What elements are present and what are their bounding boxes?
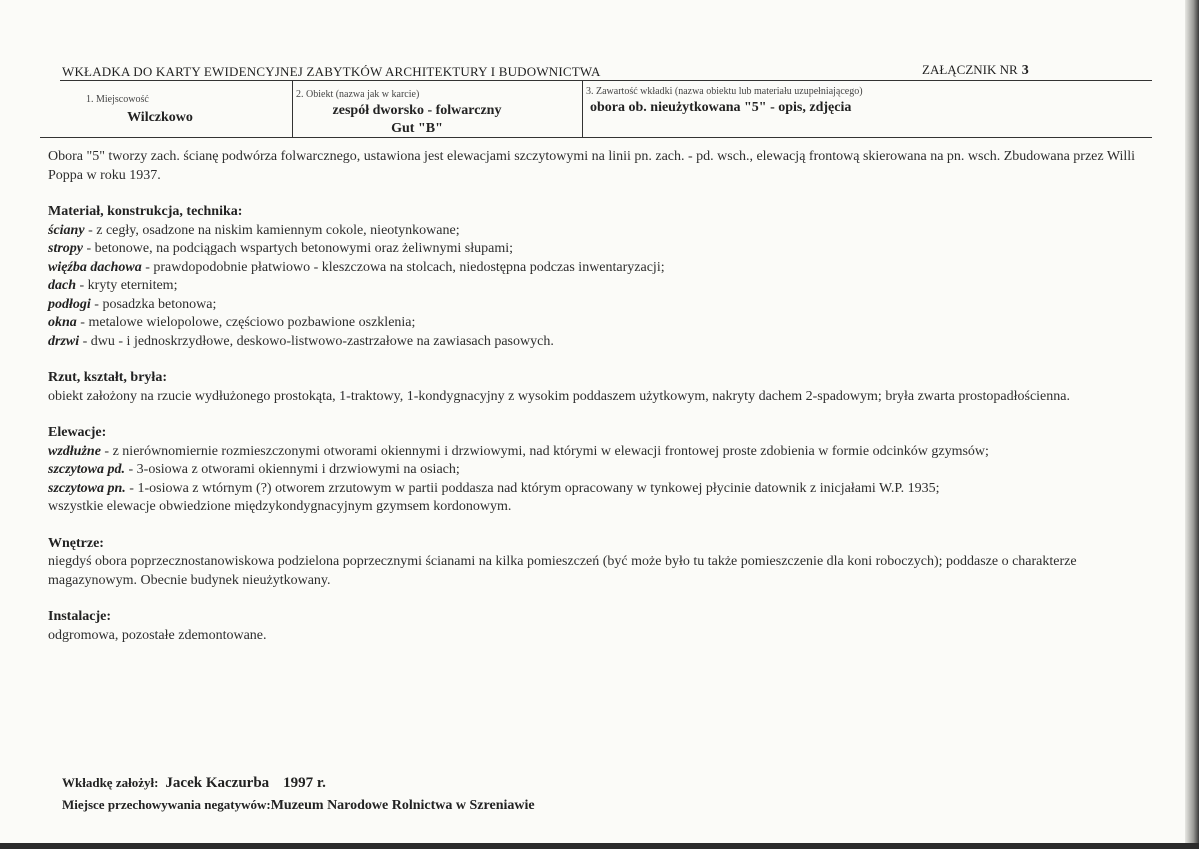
material-item	[48, 333, 1138, 352]
material-term: okna	[48, 315, 77, 330]
annex-number: 3	[1021, 63, 1029, 78]
section-heading-wnetrze: Wnętrze:	[48, 535, 104, 551]
header-rule-top	[60, 80, 1152, 81]
field-content-label: 3. Zawartość wkładki (nazwa obiektu lub materiału uzupełniającego)	[586, 86, 863, 97]
elewacje-text: - 1-osiowa z wtórnym (?) otworem zrzutowym w partii poddasza nad którym opracowany w tynkowej płycinie datownik z inicjałami W.P. 1935;	[125, 480, 940, 496]
document-body	[48, 148, 1138, 645]
annex-text: ZAŁĄCZNIK NR	[922, 62, 1018, 77]
material-item	[48, 259, 1138, 278]
elewacje-text: - 3-osiowa z otworami okiennymi i drzwiowymi na osiach;	[125, 462, 460, 477]
elewacje-term: szczytowa pd.	[48, 462, 125, 477]
negatives-place: Muzeum Narodowe Rolnictwa w Szreniawie	[270, 798, 535, 813]
elewacje-item	[48, 443, 1138, 462]
wnetrze-text: niegdyś obora poprzecznostanowiskowa podzielona poprzecznymi ścianami na kilka pomieszczeń (być może było tu także pomieszczenie dla koni roboczych); poddasze o charakterze magazynowym. Obecnie budynek nieużytkowany.	[48, 554, 1077, 588]
material-item	[48, 296, 1138, 315]
elewacje-term: szczytowa pn.	[48, 480, 126, 496]
author-line	[62, 772, 535, 794]
material-text: - z cegły, osadzone na niskim kamiennym cokole, nieotynkowane;	[84, 222, 460, 238]
annex-label	[922, 62, 1029, 79]
rzut-text: obiekt założony na rzucie wydłużonego prostokąta, 1-traktowy, 1-kondygnacyjny z wysokim poddaszem użytkowym, nakryty dachem 2-spadowym; bryła zwarta prostopadłościenna.	[48, 388, 1070, 404]
field-object-label: 2. Obiekt (nazwa jak w karcie)	[296, 89, 420, 100]
scan-edge-right	[1185, 0, 1199, 849]
material-term: ściany	[48, 222, 85, 238]
document-footer	[62, 772, 535, 816]
elewacje-item	[48, 461, 1138, 480]
author-label: Wkładkę założył:	[62, 775, 159, 790]
material-text: - metalowe wielopolowe, częściowo pozbawione oszklenia;	[76, 315, 416, 330]
field-content-value: obora ob. nieużytkowana "5" - opis, zdjęcia	[590, 100, 852, 115]
author-name: Jacek Kaczurba	[165, 775, 270, 791]
field-object-value-line1: zespół dworsko - folwarczny	[332, 103, 502, 118]
material-term: podłogi	[48, 296, 91, 312]
section-heading-elewacje: Elewacje:	[48, 425, 107, 440]
material-term: więźba dachowa	[48, 259, 142, 275]
material-item	[48, 314, 1138, 333]
negatives-line	[62, 794, 535, 816]
elewacje-term: wzdłużne	[48, 443, 101, 459]
material-item	[48, 277, 1138, 296]
instalacje-text: odgromowa, pozostałe zdemontowane.	[48, 627, 267, 643]
cell-divider-2	[582, 80, 583, 137]
section-heading-rzut: Rzut, kształt, bryła:	[48, 370, 167, 385]
material-text: - betonowe, na podciągach wspartych betonowymi oraz żeliwnymi słupami;	[83, 241, 513, 256]
material-item	[48, 222, 1138, 241]
scan-edge-bottom	[0, 843, 1199, 849]
author-year: 1997 r.	[283, 775, 326, 791]
elewacje-text: - z nierównomiernie rozmieszczonymi otworami okiennymi i drzwiowymi, nad którymi w elewacji frontowej proste zdobienia w formie odcinków gzymsów;	[100, 443, 989, 459]
material-item	[48, 240, 1138, 259]
section-heading-material: Materiał, konstrukcja, technika:	[48, 204, 243, 219]
field-location-value: Wilczkowo	[127, 110, 193, 125]
intro-paragraph: Obora "5" tworzy zach. ścianę podwórza folwarcznego, ustawiona jest elewacjami szczytowymi na linii pn. zach. - pd. wsch., elewacją frontową skierowana na pn. wsch. Zbudowana przez Willi Poppa w roku 1937.	[48, 149, 1136, 183]
material-term: stropy	[48, 241, 83, 256]
material-text: - posadzka betonowa;	[90, 296, 217, 312]
field-object-value-line2: Gut "B"	[391, 121, 443, 136]
material-text: - dwu - i jednoskrzydłowe, deskowo-listwowo-zastrzałowe na zawiasach pasowych.	[79, 333, 554, 349]
material-text: - kryty eternitem;	[76, 278, 178, 293]
form-title: WKŁADKA DO KARTY EWIDENCYJNEJ ZABYTKÓW ARCHITEKTURY I BUDOWNICTWA	[62, 64, 601, 79]
field-location-label: 1. Miejscowość	[86, 94, 149, 105]
elewacje-closing: wszystkie elewacje obwiedzione międzykondygnacyjnym gzymsem kordonowym.	[48, 499, 512, 514]
material-term: drzwi	[48, 333, 80, 349]
material-term: dach	[48, 278, 76, 293]
elewacje-item	[48, 480, 1138, 499]
material-text: - prawdopodobnie płatwiowo - kleszczowa na stolcach, niedostępna podczas inwentaryzacji;	[141, 259, 665, 275]
section-heading-instalacje: Instalacje:	[48, 609, 111, 624]
cell-divider-1	[292, 80, 293, 137]
header-rule-bottom	[40, 137, 1152, 138]
negatives-label: Miejsce przechowywania negatywów:	[62, 797, 271, 812]
